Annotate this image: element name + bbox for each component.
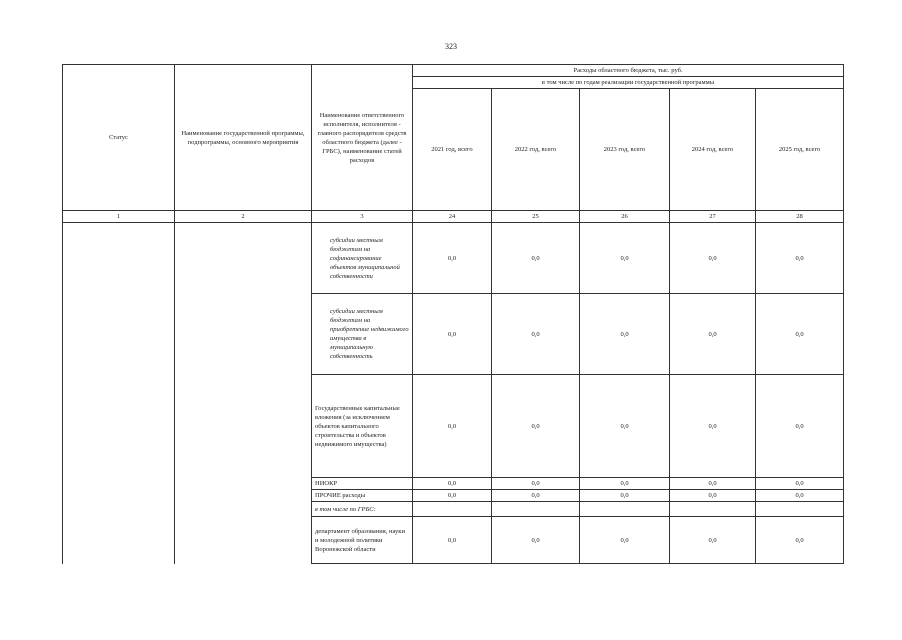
value-cell: 0,0 [756,478,844,490]
header-row-1 [63,65,844,77]
budget-table [62,64,844,564]
value-cell: 0,0 [670,517,756,564]
row-label: департамент образования, науки и молодежной политики Воронежской области [312,517,413,564]
header-year: 2022 год, всего [492,89,580,211]
header-years-group: в том числе по годам реализации государственной программы [413,77,844,89]
value-cell [413,502,492,517]
column-numbers-row [63,211,844,223]
value-cell: 0,0 [492,517,580,564]
column-number: 3 [312,211,413,223]
value-cell: 0,0 [756,517,844,564]
column-number: 27 [670,211,756,223]
header-year: 2021 год, всего [413,89,492,211]
value-cell: 0,0 [492,478,580,490]
value-cell: 0,0 [413,490,492,502]
status-cell [63,223,175,564]
row-label: НИОКР [312,478,413,490]
header-program-name: Наименование государственной программы, подпрограммы, основного мероприятия [175,65,312,211]
value-cell: 0,0 [492,490,580,502]
value-cell: 0,0 [413,478,492,490]
header-executor-name: Наименование ответственного исполнителя, исполнителя - главного распорядителя средств областного бюджета (далее - ГРБС), наименование статей расходов [312,65,413,211]
value-cell: 0,0 [413,517,492,564]
row-label: субсидии местным бюджетам на софинансирование объектов муниципальной собственности [312,223,413,294]
value-cell: 0,0 [670,490,756,502]
column-number: 25 [492,211,580,223]
header-year: 2024 год, всего [670,89,756,211]
row-label: в том числе по ГРБС: [312,502,413,517]
value-cell: 0,0 [756,490,844,502]
value-cell: 0,0 [580,375,670,478]
value-cell: 0,0 [492,223,580,294]
row-label: субсидии местным бюджетам на приобретение недвижимого имущества в муниципальную собственность [312,294,413,375]
value-cell: 0,0 [756,223,844,294]
column-number: 1 [63,211,175,223]
value-cell: 0,0 [670,223,756,294]
value-cell [756,502,844,517]
column-number: 26 [580,211,670,223]
value-cell: 0,0 [756,294,844,375]
value-cell: 0,0 [413,294,492,375]
value-cell: 0,0 [580,223,670,294]
page-number: 323 [445,42,457,51]
value-cell: 0,0 [670,478,756,490]
value-cell [492,502,580,517]
table-row [63,223,844,294]
header-year: 2023 год, всего [580,89,670,211]
row-label: ПРОЧИЕ расходы [312,490,413,502]
value-cell: 0,0 [580,478,670,490]
value-cell: 0,0 [580,294,670,375]
value-cell: 0,0 [756,375,844,478]
value-cell: 0,0 [413,375,492,478]
value-cell: 0,0 [580,490,670,502]
value-cell: 0,0 [492,294,580,375]
header-year: 2025 год, всего [756,89,844,211]
value-cell: 0,0 [670,375,756,478]
column-number: 2 [175,211,312,223]
value-cell: 0,0 [492,375,580,478]
value-cell: 0,0 [413,223,492,294]
value-cell [580,502,670,517]
header-status: Статус [63,65,175,211]
value-cell: 0,0 [580,517,670,564]
header-budget-group: Расходы областного бюджета, тыс. руб. [413,65,844,77]
value-cell: 0,0 [670,294,756,375]
column-number: 24 [413,211,492,223]
row-label: Государственные капитальные вложения (за исключением объектов капитального строительства и объектов недвижимого имущества) [312,375,413,478]
value-cell [670,502,756,517]
program-name-cell [175,223,312,564]
column-number: 28 [756,211,844,223]
